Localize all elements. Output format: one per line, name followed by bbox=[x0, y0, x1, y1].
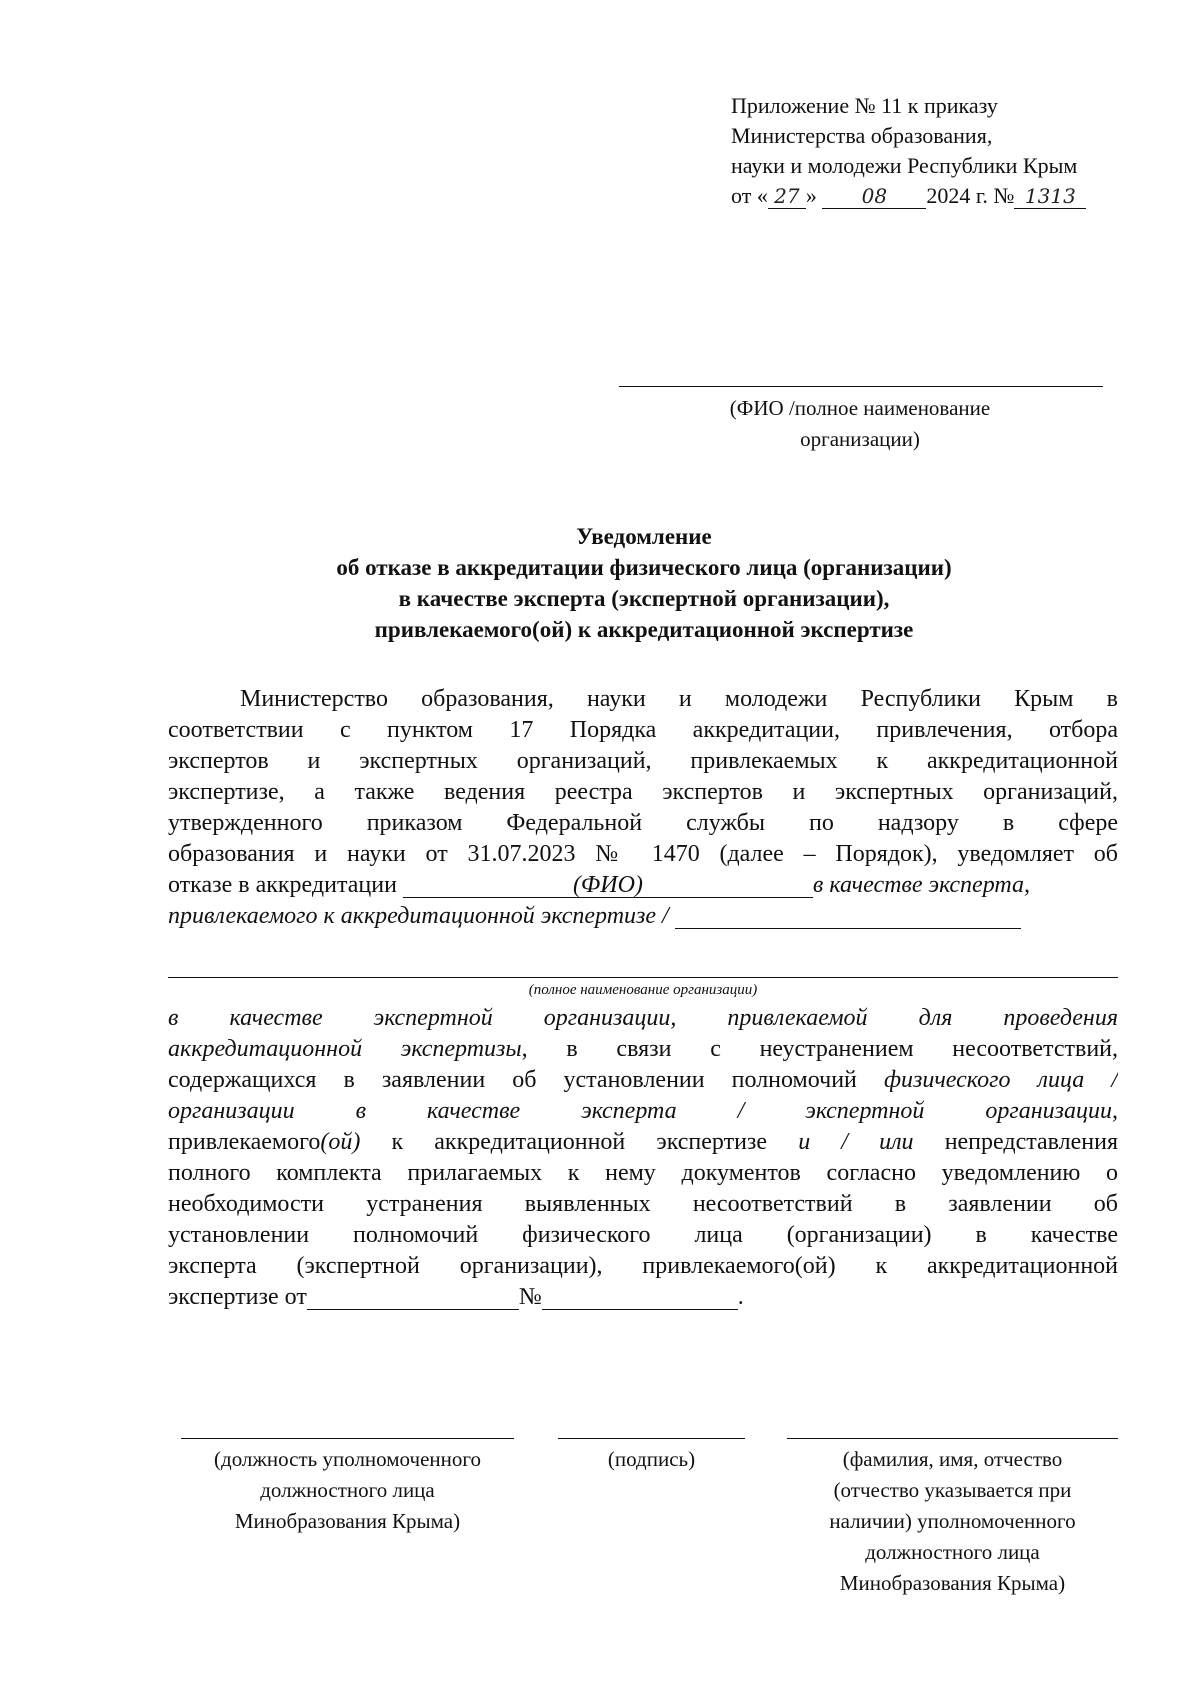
p1-line-1 bbox=[168, 684, 1118, 715]
p2-line-5-e: непредставления bbox=[944, 1129, 1118, 1155]
p2-line-3-start: содержащихся в заявлении об установлении полномочий bbox=[168, 1067, 857, 1093]
appendix-line-1: Приложение № 11 к приказу bbox=[731, 93, 998, 118]
p1-line-2: соответствии с пунктом 17 Порядка аккредитации, привлечения, отбора bbox=[168, 717, 1118, 743]
signature-field[interactable] bbox=[558, 1438, 745, 1439]
day-field[interactable]: 27 bbox=[768, 184, 806, 209]
year-text: 2024 г. № bbox=[926, 183, 1015, 208]
p2-line-2 bbox=[168, 1034, 1118, 1065]
recipient-caption-line-2: организации) bbox=[800, 427, 920, 451]
appendix-line-2: Министерства образования, bbox=[731, 123, 993, 148]
month-field[interactable]: 08 bbox=[822, 184, 926, 209]
full-name-caption-line-1: (фамилия, имя, отчество bbox=[842, 1447, 1063, 1471]
recipient-caption-line-1: (ФИО /полное наименование bbox=[729, 396, 991, 420]
recipient-field[interactable] bbox=[619, 386, 1103, 387]
body-paragraph-1 bbox=[168, 684, 1118, 932]
p2-line-10-start: экспертизе от bbox=[168, 1284, 307, 1310]
title-line-4: привлекаемого(ой) к аккредитационной экспертизе bbox=[374, 617, 914, 642]
p1-line-6: образования и науки от 31.07.2023 № 1470 (далее – Порядок), уведомляет об bbox=[168, 841, 1118, 867]
p2-line-9: эксперта (экспертной организации), привлекаемого(ой) к аккредитационной bbox=[168, 1253, 1118, 1279]
p2-line-5 bbox=[168, 1127, 1118, 1158]
title-line-2: об отказе в аккредитации физического лица (организации) bbox=[336, 555, 952, 580]
p1-line-1-text: Министерство образования, науки и молодежи Республики Крым в bbox=[240, 686, 1118, 712]
order-date-line bbox=[731, 181, 1111, 211]
p2-line-3-italic: физического лица / bbox=[883, 1067, 1118, 1093]
appendix-header bbox=[731, 91, 1111, 211]
title-line-3: в качестве эксперта (экспертной организации), bbox=[398, 586, 890, 611]
document-title bbox=[168, 521, 1120, 645]
notice-number-field[interactable] bbox=[542, 1285, 738, 1310]
as-expert-text: в качестве эксперта, bbox=[812, 872, 1030, 898]
date-mid: » bbox=[805, 183, 817, 208]
organization-field-part-1[interactable] bbox=[675, 904, 1021, 929]
body-paragraph-2 bbox=[168, 1003, 1118, 1313]
full-name-caption-line-3: наличии) уполномоченного bbox=[829, 1509, 1076, 1533]
organization-field-part-2[interactable] bbox=[168, 977, 1118, 978]
p2-line-5-b: (ой) bbox=[320, 1129, 361, 1155]
date-prefix: от « bbox=[731, 183, 768, 208]
p2-line-8: установлении полномочий физического лица (организации) в качестве bbox=[168, 1222, 1118, 1248]
refusal-text: отказе в аккредитации bbox=[168, 872, 397, 898]
p1-line-7 bbox=[168, 870, 1118, 901]
p1-line-4: экспертизе, а также ведения реестра экспертов и экспертных организаций, bbox=[168, 779, 1118, 805]
p1-line-5: утвержденного приказом Федеральной службы по надзору в сфере bbox=[168, 810, 1118, 836]
full-name-caption bbox=[787, 1444, 1118, 1599]
recipient-caption bbox=[640, 393, 1080, 455]
position-caption-line-1: (должность уполномоченного bbox=[214, 1447, 481, 1471]
full-name-caption-line-2: (отчество указывается при bbox=[833, 1478, 1072, 1502]
p2-line-5-c: к аккредитационной экспертизе bbox=[391, 1129, 768, 1155]
position-field[interactable] bbox=[181, 1438, 514, 1439]
p2-line-5-a: привлекаемого bbox=[168, 1129, 321, 1155]
position-caption-line-2: должностного лица bbox=[260, 1478, 435, 1502]
full-name-field[interactable] bbox=[787, 1438, 1118, 1439]
appendix-line-3: науки и молодежи Республики Крым bbox=[731, 153, 1078, 178]
p2-line-10 bbox=[168, 1282, 1118, 1313]
p2-period: . bbox=[737, 1284, 744, 1310]
p2-line-6: полного комплекта прилагаемых к нему документов согласно уведомлению о bbox=[168, 1160, 1118, 1186]
p1-line-8 bbox=[168, 901, 1118, 932]
organization-caption: (полное наименование организации) bbox=[528, 982, 758, 998]
signature-caption: (подпись) bbox=[607, 1447, 696, 1471]
p1-line-3: экспертов и экспертных организаций, привлекаемых к аккредитационной bbox=[168, 748, 1118, 774]
p2-line-4: организации в качестве эксперта / экспертной организации, bbox=[168, 1098, 1118, 1124]
p2-number-sign: № bbox=[518, 1284, 542, 1310]
engaged-text: привлекаемого к аккредитационной экспертизе / bbox=[168, 903, 669, 929]
fio-field[interactable]: (ФИО) bbox=[403, 873, 813, 898]
notice-date-field[interactable] bbox=[307, 1285, 519, 1310]
full-name-caption-line-5: Минобразования Крыма) bbox=[839, 1571, 1066, 1595]
full-name-caption-line-4: должностного лица bbox=[865, 1540, 1040, 1564]
p2-line-1: в качестве экспертной организации, привлекаемой для проведения bbox=[168, 1005, 1118, 1031]
title-line-1: Уведомление bbox=[576, 524, 712, 549]
p2-line-2-rest: , в связи с неустранением несоответствий, bbox=[521, 1036, 1118, 1062]
position-caption-line-3: Минобразования Крыма) bbox=[234, 1509, 461, 1533]
p2-line-7: необходимости устранения выявленных несоответствий в заявлении об bbox=[168, 1191, 1118, 1217]
p2-line-3 bbox=[168, 1065, 1118, 1096]
p2-line-2-italic: аккредитационной экспертизы bbox=[168, 1036, 522, 1062]
position-caption bbox=[161, 1444, 534, 1537]
p2-line-5-d: и / или bbox=[798, 1129, 914, 1155]
order-number-field[interactable]: 1313 bbox=[1014, 184, 1086, 209]
